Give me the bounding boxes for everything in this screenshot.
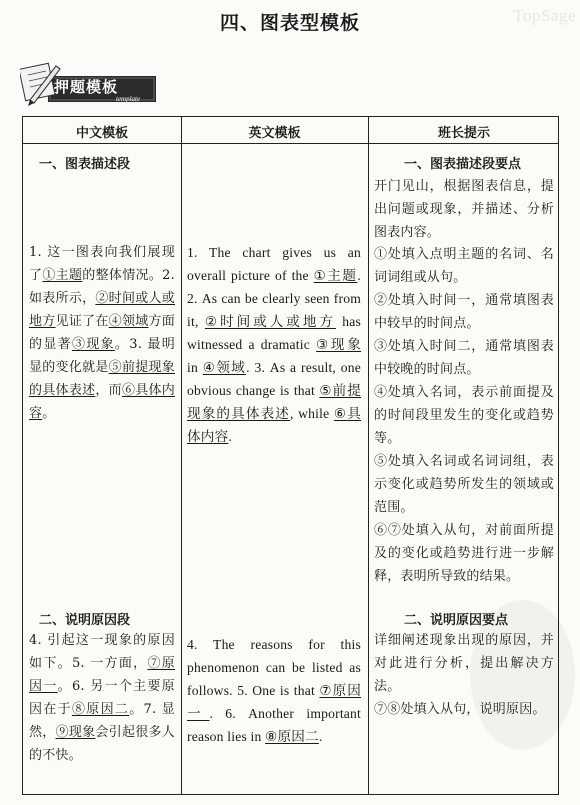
tip-section1-items — [374, 243, 554, 588]
tip-item: ①处填入点明主题的名词、名词词组或从句。 — [374, 247, 554, 285]
cn-section1-template: 1. 这一图表向我们展现了①主题的整体情况。2. 如表所示，②时间或人或地方见证了在④领域方面的显著③现象。3. 最明显的变化就是⑤前提现象的具体表述，而⑥具体内容。 — [29, 245, 175, 421]
en-section2-template: 4. The reasons for this phenomenon can be listed as follows. 5. One is that ⑦原因一. 6. Another important reason lies in ⑧原因二. — [187, 637, 361, 744]
tip-item: ⑤处填入名词或名词词组，表示变化或趋势所发生的领域或范围。 — [374, 454, 554, 515]
banner-label: 押题模板 — [54, 78, 119, 96]
column-header-english: 英文模板 — [248, 126, 301, 141]
en-section1-template: 1. The chart gives us an overall picture of the ①主题. 2. As can be clearly seen from it, ②时间或人或地方 has witnessed a dramatic ③现象 in ④领域. 3. As a result, one obvious change is that ⑤前提现象的具体表述, while ⑥具体内容. — [187, 245, 361, 444]
cn-section1-heading: 一、图表描述段 — [39, 157, 131, 172]
tip-item: ④处填入名词，表示前面提及的时间段里发生的变化或趋势等。 — [374, 385, 554, 446]
banner-subtitle: template — [116, 95, 141, 103]
tip-section2-text: 详细阐述现象出现的原因，并对此进行分析，提出解决方法。 ⑦⑧处填入从句，说明原因。 — [374, 629, 554, 721]
tip-item: ③处填入时间二，通常填图表中较晚的时间点。 — [374, 339, 554, 377]
tip-item: ⑦⑧处填入从句，说明原因。 — [374, 702, 546, 717]
tip-section2-heading: 二、说明原因要点 — [404, 613, 509, 628]
tip-section1-intro: 开门见山，根据图表信息，提出问题或现象，并描述、分析图表内容。 — [374, 179, 554, 240]
column-header-chinese: 中文模板 — [75, 126, 128, 141]
tip-item: ②处填入时间一，通常填图表中较早的时间点。 — [374, 293, 554, 331]
template-table — [22, 116, 559, 795]
tip-section1-heading: 一、图表描述段要点 — [404, 157, 522, 172]
cn-section2-template: 4. 引起这一现象的原因如下。5. 一方面，⑦原因一。6. 另一个主要原因在于⑧原因二。7. 显然，⑨现象会引起很多人的不快。 — [29, 633, 175, 763]
column-header-tips: 班长提示 — [437, 126, 490, 141]
cn-section2-heading: 二、说明原因段 — [39, 613, 131, 628]
tip-item: ⑥⑦处填入从句，对前面所提及的变化或趋势进行进一步解释，表明所导致的结果。 — [374, 523, 554, 584]
watermark-text: TopSage — [513, 6, 576, 25]
page-title: 四、图表型模板 — [219, 12, 360, 34]
